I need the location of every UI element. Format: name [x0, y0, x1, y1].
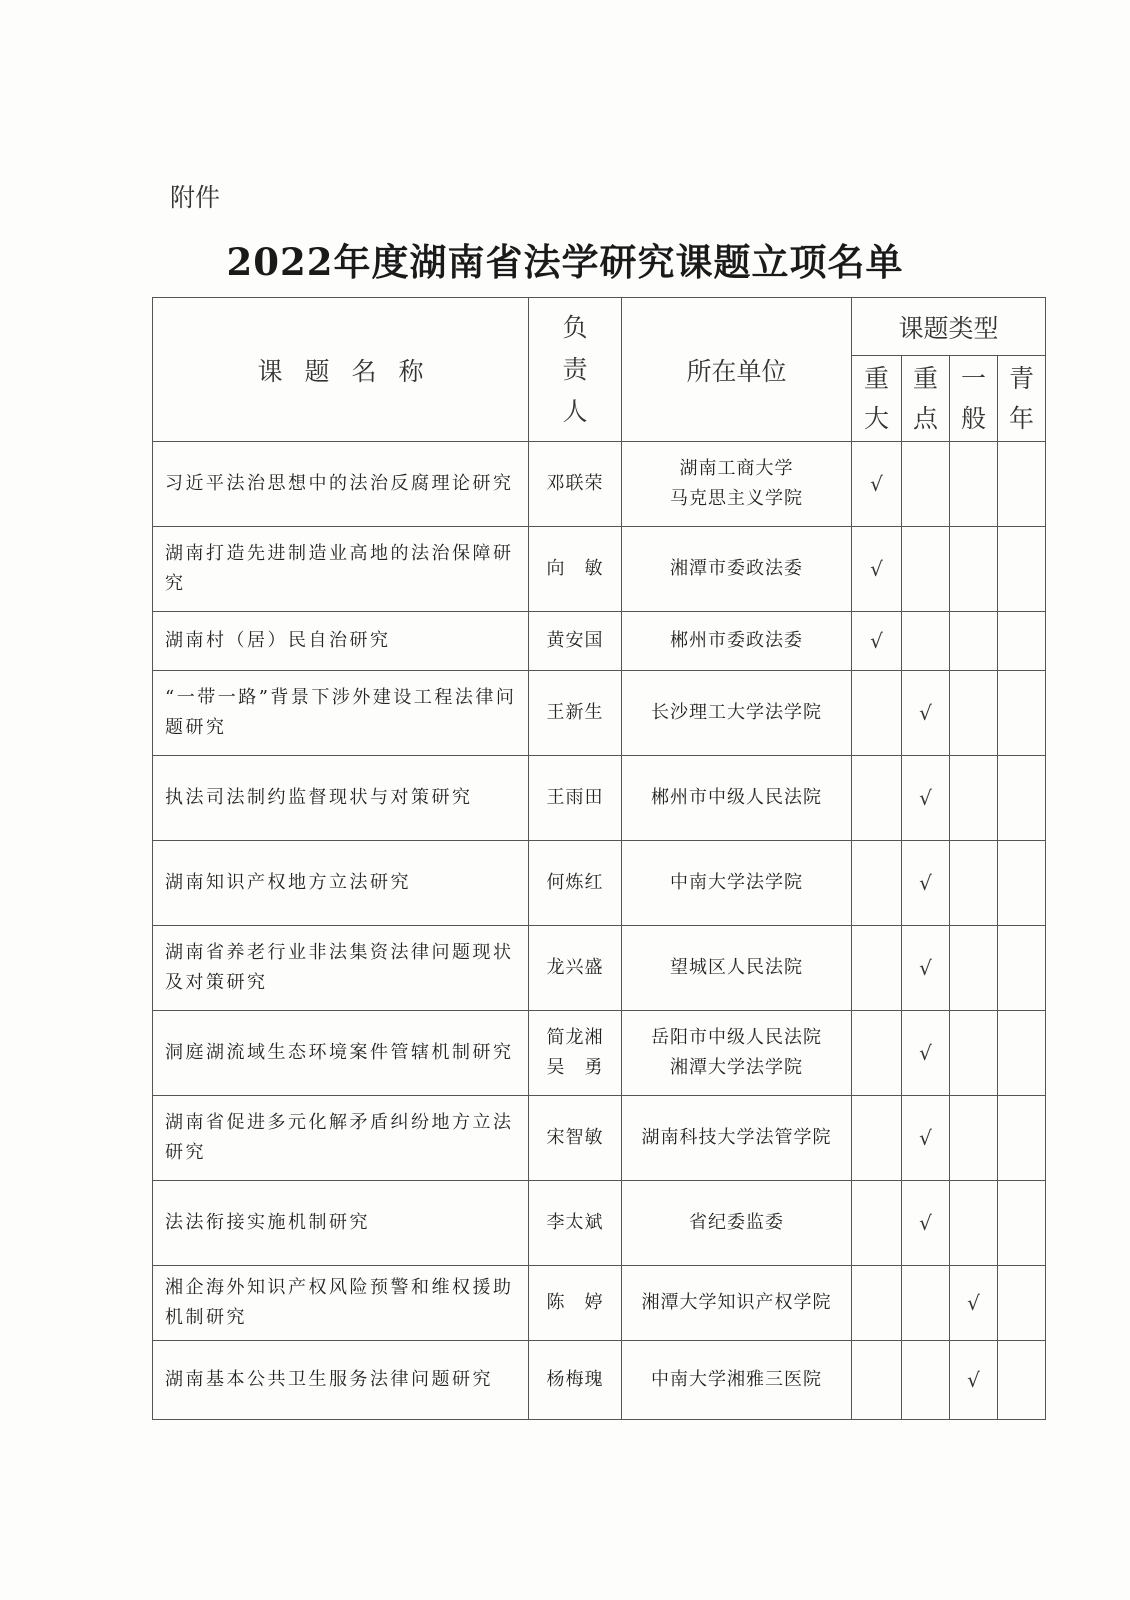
unit-name: 湘潭市委政法委	[670, 558, 803, 579]
topic-cell: 湖南省养老行业非法集资法律问题现状及对策研究	[153, 926, 529, 1011]
type-cell	[852, 612, 902, 671]
table-row	[153, 671, 1046, 756]
table-row	[153, 442, 1046, 527]
topic-cell: 洞庭湖流域生态环境案件管辖机制研究	[153, 1011, 529, 1096]
person-name: 王新生	[546, 702, 604, 723]
page-title: 2022年度湖南省法学研究课题立项名单	[226, 240, 904, 284]
type-cell	[852, 926, 902, 1011]
check-mark: √	[967, 1291, 980, 1315]
type-cell	[852, 841, 902, 926]
type-cell	[902, 527, 950, 612]
unit-name: 中南大学湘雅三医院	[651, 1369, 822, 1390]
unit-cell	[622, 1011, 852, 1096]
person-name: 宋智敏	[546, 1127, 604, 1148]
person-cell	[529, 671, 622, 756]
header-type-key: 重 点	[902, 356, 950, 442]
type-cell	[902, 1181, 950, 1266]
person-cell	[529, 1096, 622, 1181]
check-mark: √	[919, 1041, 932, 1065]
person-name: 杨梅瑰	[546, 1369, 604, 1390]
person-cell	[529, 527, 622, 612]
header-person-char: 人	[562, 396, 588, 426]
person-cell	[529, 926, 622, 1011]
type-cell	[902, 671, 950, 756]
person-name: 简龙湘	[546, 1027, 604, 1048]
type-cell	[902, 926, 950, 1011]
table-row	[153, 1266, 1046, 1341]
type-cell	[852, 1096, 902, 1181]
topic-cell: 湖南村（居）民自治研究	[153, 612, 529, 671]
unit-cell	[622, 926, 852, 1011]
person-name: 黄安国	[546, 630, 604, 651]
unit-name: 中南大学法学院	[670, 872, 803, 893]
type-cell	[950, 442, 998, 527]
type-cell	[950, 1011, 998, 1096]
type-cell	[950, 756, 998, 841]
unit-cell	[622, 841, 852, 926]
type-cell	[902, 1266, 950, 1341]
topic-cell: 湖南打造先进制造业高地的法治保障研究	[153, 527, 529, 612]
topic-cell: “一带一路”背景下涉外建设工程法律问题研究	[153, 671, 529, 756]
check-mark: √	[870, 472, 883, 496]
person-cell	[529, 612, 622, 671]
table-row	[153, 756, 1046, 841]
type-cell	[950, 527, 998, 612]
type-cell	[902, 841, 950, 926]
check-mark: √	[919, 1211, 932, 1235]
type-cell	[998, 671, 1046, 756]
type-cell	[998, 1266, 1046, 1341]
type-cell	[852, 1266, 902, 1341]
unit-name: 湘潭大学知识产权学院	[641, 1292, 832, 1313]
unit-name: 省纪委监委	[689, 1212, 784, 1233]
unit-name: 长沙理工大学法学院	[651, 702, 822, 723]
type-cell	[950, 1266, 998, 1341]
unit-cell	[622, 756, 852, 841]
check-mark: √	[919, 1126, 932, 1150]
type-cell	[998, 756, 1046, 841]
check-mark: √	[967, 1368, 980, 1392]
unit-name: 湖南科技大学法管学院	[641, 1127, 832, 1148]
type-cell	[902, 756, 950, 841]
type-cell	[998, 1341, 1046, 1420]
type-cell	[902, 1011, 950, 1096]
type-cell	[950, 841, 998, 926]
type-cell	[998, 1011, 1046, 1096]
type-cell	[902, 442, 950, 527]
header-person-char: 负	[562, 312, 588, 342]
topic-cell: 湖南基本公共卫生服务法律问题研究	[153, 1341, 529, 1420]
person-name: 邓联荣	[546, 473, 604, 494]
type-cell	[998, 841, 1046, 926]
topic-cell: 法法衔接实施机制研究	[153, 1181, 529, 1266]
type-cell	[998, 1181, 1046, 1266]
unit-name: 郴州市中级人民法院	[651, 787, 822, 808]
header-topic-name: 课题名称	[153, 298, 529, 442]
unit-name: 马克思主义学院	[670, 488, 803, 509]
unit-cell	[622, 612, 852, 671]
type-cell	[998, 612, 1046, 671]
header-type-general: 一 般	[950, 356, 998, 442]
unit-cell	[622, 1341, 852, 1420]
type-cell	[902, 612, 950, 671]
type-cell	[950, 671, 998, 756]
person-cell	[529, 1266, 622, 1341]
table-row	[153, 612, 1046, 671]
person-name: 李太斌	[546, 1212, 604, 1233]
unit-name: 望城区人民法院	[670, 957, 803, 978]
topic-cell: 湖南知识产权地方立法研究	[153, 841, 529, 926]
person-cell	[529, 1011, 622, 1096]
person-cell	[529, 1341, 622, 1420]
type-cell	[998, 926, 1046, 1011]
type-cell	[852, 756, 902, 841]
unit-name: 岳阳市中级人民法院	[651, 1027, 822, 1048]
topic-cell: 湖南省促进多元化解矛盾纠纷地方立法研究	[153, 1096, 529, 1181]
header-type-major: 重 大	[852, 356, 902, 442]
topic-cell: 执法司法制约监督现状与对策研究	[153, 756, 529, 841]
unit-name: 湖南工商大学	[679, 458, 794, 479]
type-cell	[852, 1341, 902, 1420]
person-name: 龙兴盛	[546, 957, 604, 978]
person-name: 何炼红	[546, 872, 604, 893]
type-cell	[950, 1181, 998, 1266]
type-cell	[852, 527, 902, 612]
topic-cell: 习近平法治思想中的法治反腐理论研究	[153, 442, 529, 527]
type-cell	[950, 926, 998, 1011]
unit-cell	[622, 671, 852, 756]
type-cell	[998, 1096, 1046, 1181]
check-mark: √	[870, 557, 883, 581]
table-row	[153, 1011, 1046, 1096]
person-name: 向 敏	[546, 558, 604, 579]
table-row	[153, 841, 1046, 926]
person-cell	[529, 1181, 622, 1266]
type-cell	[852, 671, 902, 756]
unit-cell	[622, 527, 852, 612]
unit-cell	[622, 442, 852, 527]
type-cell	[902, 1341, 950, 1420]
unit-cell	[622, 1096, 852, 1181]
type-cell	[852, 1011, 902, 1096]
check-mark: √	[870, 629, 883, 653]
unit-name: 郴州市委政法委	[670, 630, 803, 651]
table-row	[153, 527, 1046, 612]
person-name: 王雨田	[546, 787, 604, 808]
type-cell	[998, 442, 1046, 527]
type-cell	[950, 1096, 998, 1181]
check-mark: √	[919, 786, 932, 810]
topic-cell: 湘企海外知识产权风险预警和维权援助机制研究	[153, 1266, 529, 1341]
type-cell	[852, 1181, 902, 1266]
type-cell	[852, 442, 902, 527]
check-mark: √	[919, 956, 932, 980]
table-row	[153, 1181, 1046, 1266]
project-table	[152, 297, 1046, 1420]
type-cell	[998, 527, 1046, 612]
check-mark: √	[919, 701, 932, 725]
header-type-youth: 青 年	[998, 356, 1046, 442]
type-cell	[950, 612, 998, 671]
table-row	[153, 1096, 1046, 1181]
attachment-label: 附件	[170, 183, 221, 212]
person-name: 陈 婷	[546, 1292, 604, 1313]
check-mark: √	[919, 871, 932, 895]
person-cell	[529, 442, 622, 527]
type-cell	[950, 1341, 998, 1420]
unit-name: 湘潭大学法学院	[670, 1057, 803, 1078]
person-cell	[529, 841, 622, 926]
header-person-char: 责	[562, 354, 588, 384]
unit-cell	[622, 1266, 852, 1341]
header-type-group: 课题类型	[852, 298, 1046, 356]
table-row	[153, 1341, 1046, 1420]
header-person	[529, 298, 622, 442]
header-unit: 所在单位	[622, 298, 852, 442]
unit-cell	[622, 1181, 852, 1266]
table-row	[153, 926, 1046, 1011]
person-cell	[529, 756, 622, 841]
type-cell	[902, 1096, 950, 1181]
person-name: 吴 勇	[546, 1057, 604, 1078]
